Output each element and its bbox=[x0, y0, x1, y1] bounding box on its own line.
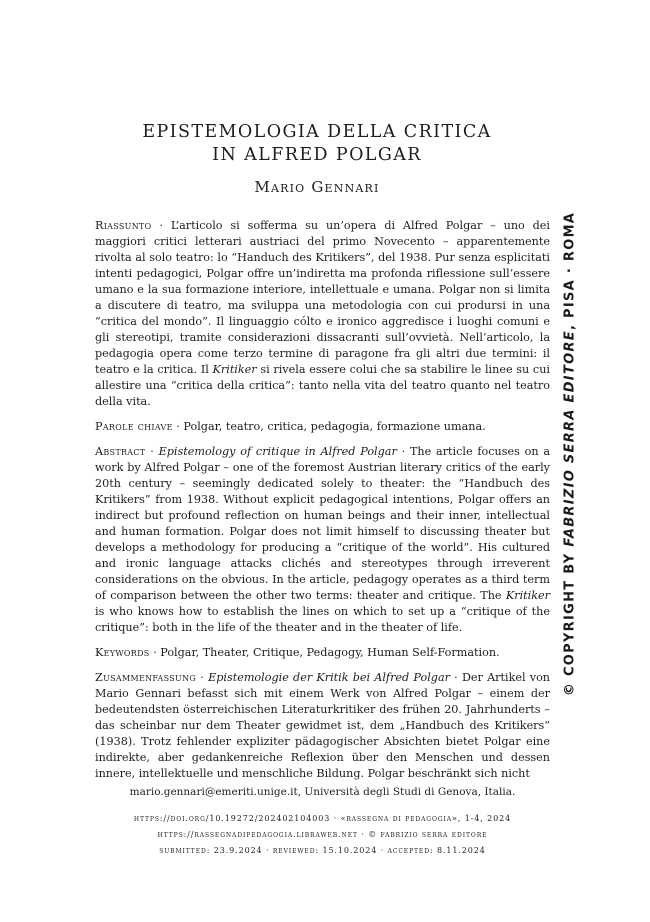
title-line-2: IN ALFRED POLGAR bbox=[212, 145, 422, 165]
riassunto-kritiker: Kritiker bbox=[212, 363, 257, 376]
dates-line: submitted: 23.9.2024 · reviewed: 15.10.2024 · accepted: 8.11.2024 bbox=[159, 846, 486, 855]
abstracts-block bbox=[95, 218, 550, 791]
separator: · bbox=[172, 420, 184, 433]
abstract-subtitle: Epistemology of critique in Alfred Polgar bbox=[158, 445, 397, 458]
doi-line: https://doi.org/10.19272/202402104003 · «rassegna di pedagogia», 1-4, 2024 bbox=[133, 814, 512, 823]
title-line-1: EPISTEMOLOGIA DELLA CRITICA bbox=[142, 122, 492, 142]
keywords-paragraph bbox=[95, 645, 550, 661]
separator: · bbox=[396, 445, 410, 458]
publisher-name: FABRIZIO SERRA EDITORE bbox=[562, 330, 578, 547]
author-email-affiliation: mario.gennari@emeriti.unige.it, Università degli Studi di Genova, Italia. bbox=[129, 786, 516, 798]
abstract-text: The article focuses on a work by Alfred Polgar – one of the foremost Austrian literary critics of the early 20th century – seemingly dedicated solely to theater: the “Handbuch des Kritikers” from 1938. Without explicit pedagogical intentions, Polgar offers an indirect but profound reflection on human beings and their inner, intellectual and human formation. Polgar does not limit himself to discussing theater but develops a methodology for producing a “critique of the world”. His cultured and ironic language attacks clichés and stereotypes through irreverent considerations on the obvious. In the article, pedagogy operates as a third term of comparison between the other two terms: theater and critique. The bbox=[95, 445, 551, 602]
website-line: https://rassegnadipedagogia.libraweb.net · © fabrizio serra editore bbox=[157, 830, 488, 839]
parole-chiave-label: Parole chiave bbox=[95, 420, 173, 433]
keywords-text: Polgar, Theater, Critique, Pedagogy, Human Self-Formation. bbox=[160, 646, 500, 659]
separator: · bbox=[196, 671, 209, 684]
zusammenfassung-label: Zusammenfassung bbox=[95, 671, 197, 684]
riassunto-paragraph bbox=[95, 218, 550, 410]
article-author: Mario Gennari bbox=[254, 178, 380, 196]
zusammenfassung-text: Der Artikel von Mario Gennari befasst sich mit einem Werk von Alfred Polgar – einem der bedeutendsten österreichischen Literaturkritiker des frühen 20. Jahrhunderts – das scheinbar nur dem Theater gewidmet ist, dem „Handbuch des Kritikers“ (1938). Trotz fehlender expliziter pädagogischer Absichten bietet Polgar eine indirekte, aber gedankenreiche Reflexion über den Menschen und dessen innere, intellektuelle und menschliche Bildung. Polgar beschränkt sich nicht bbox=[95, 671, 551, 780]
separator: · bbox=[149, 646, 161, 659]
separator: · bbox=[145, 445, 159, 458]
separator: · bbox=[151, 219, 171, 232]
separator: · bbox=[449, 671, 462, 684]
riassunto-label: Riassunto bbox=[95, 219, 152, 232]
abstract-paragraph bbox=[95, 444, 550, 636]
abstract-label: Abstract bbox=[95, 445, 146, 458]
parole-chiave-paragraph bbox=[95, 419, 550, 435]
zusammenfassung-subtitle: Epistemologie der Kritik bei Alfred Polgar bbox=[208, 671, 450, 684]
zusammenfassung-paragraph bbox=[95, 670, 550, 782]
article-title bbox=[92, 121, 542, 167]
copyright-sidebar bbox=[556, 211, 584, 697]
keywords-label: Keywords bbox=[95, 646, 150, 659]
abstract-text-end: is who knows how to establish the lines on which to set up a “critique of the critique”: both in the life of the theater and in the theater of life. bbox=[95, 605, 550, 634]
parole-chiave-text: Polgar, teatro, critica, pedagogia, formazione umana. bbox=[183, 420, 486, 433]
riassunto-text: L’articolo si sofferma su un’opera di Alfred Polgar – uno dei maggiori critici letterari austriaci del primo Novecento – apparentemente rivolta al solo teatro: lo “Handuch des Kritikers”, del 1938. Pur senza esplicitati intenti pedagogici, Polgar offre un’indiretta ma profonda riflessione sull’essere umano e la sua formazione interiore, intellettuale e umana. Polgar non si limita a discutere di teatro, ma sviluppa una metodologia con cui prodursi in una “critica del mondo”. Il linguaggio cólto e ironico aggredisce i luoghi comuni e gli stereotipi, tramite considerazioni dissacranti sull’ovvietà. Nell’articolo, la pedagogia opera come terzo termine di paragone fra gli altri due termini: il teatro e la critica. Il bbox=[95, 219, 550, 376]
copyright-prefix: © COPYRIGHT BY bbox=[562, 546, 578, 697]
riassunto-text-end: si rivela essere colui che sa stabilire le linee su cui allestire una “critica della critica”: tanto nella vita del teatro quanto nel teatro della vita. bbox=[95, 363, 550, 408]
copyright-suffix: , PISA · ROMA bbox=[562, 211, 578, 331]
abstract-kritiker: Kritiker bbox=[505, 589, 550, 602]
copyright-text bbox=[563, 212, 578, 696]
